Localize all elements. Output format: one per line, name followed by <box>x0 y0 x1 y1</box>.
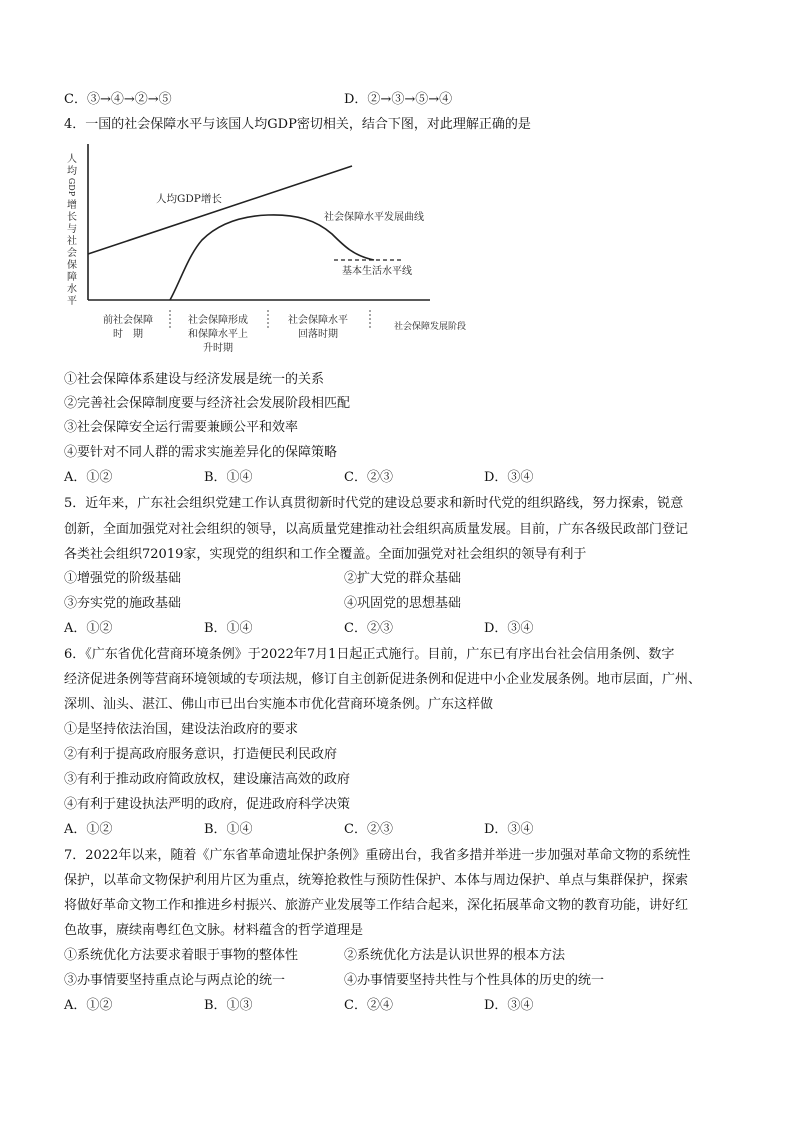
y-axis-label-char: 平 <box>67 296 77 307</box>
q4-option-d: D．③④ <box>484 470 534 485</box>
q6-item-2: ②有利于提高政府服务意识，打造便民利民政府 <box>64 747 338 762</box>
q4-option-c: C．②③ <box>344 470 393 485</box>
q3-option-d: D．②→③→⑤→④ <box>344 92 453 107</box>
q5-item-4: ④巩固党的思想基础 <box>344 596 462 611</box>
y-axis-label-char: 障 <box>67 272 77 283</box>
q5-item-3: ③夯实党的施政基础 <box>64 596 182 611</box>
baseline-label: 基本生活水平线 <box>342 266 412 277</box>
y-axis-label-char: 人 <box>67 154 77 165</box>
q7-item-1: ①系统优化方法要求着眼于事物的整体性 <box>64 948 299 963</box>
q6-item-4: ④有利于建设执法严明的政府，促进政府科学决策 <box>64 797 351 812</box>
q3-option-c: C．③→④→②→⑤ <box>64 92 172 107</box>
q7-option-b: B．①③ <box>204 998 253 1013</box>
stage-decline-label: 社会保障水平 <box>288 315 348 326</box>
q5-stem-line: 5．近年来，广东社会组织党建工作认真贯彻新时代党的建设总要求和新时代党的组织路线，努力探索，锐意 <box>64 496 684 511</box>
social-security-chart <box>62 140 482 362</box>
y-axis-label-char: 均 <box>67 166 77 177</box>
q5-item-1: ①增强党的阶级基础 <box>64 571 182 586</box>
stage-formation-label: 升时期 <box>203 343 233 354</box>
q5-option-c: C．②③ <box>344 621 393 636</box>
q4-option-a: A．①② <box>64 470 113 485</box>
y-axis-label-char: 保 <box>67 260 77 271</box>
q4-item-3: ③社会保障安全运行需要兼顾公平和效率 <box>64 420 299 435</box>
q7-stem-line: 色故事，赓续南粤红色文脉。材料蕴含的哲学道理是 <box>64 923 364 938</box>
q6-stem-line: 经济促进条例等营商环境领域的专项法规，修订自主创新促进条例和促进中小企业发展条例。地市层面，广州、 <box>64 672 702 687</box>
q5-item-2: ②扩大党的群众基础 <box>344 571 462 586</box>
y-axis-label-char: 与 <box>67 224 77 235</box>
q7-stem-line: 将做好革命文物工作和推进乡村振兴、旅游产业发展等工作结合起来，深化拓展革命文物的教育功能，讲好红 <box>64 898 689 913</box>
q6-stem-line: 深圳、汕头、湛江、佛山市已出台实施本市优化营商环境条例。广东这样做 <box>64 697 494 712</box>
y-axis-label-char: 水 <box>67 284 77 295</box>
q4-item-2: ②完善社会保障制度要与经济社会发展阶段相匹配 <box>64 396 351 411</box>
gdp-line-label: 人均GDP增长 <box>156 193 222 205</box>
y-axis-label-char: 社 <box>67 236 77 247</box>
q7-stem-line: 保护，以革命文物保护利用片区为重点，统筹抢救性与预防性保护、本体与周边保护、单点与集群保护，探索 <box>64 873 689 888</box>
stage-pre-label: 前社会保障 <box>103 315 153 326</box>
q6-option-b: B．①④ <box>204 822 253 837</box>
gdp-growth-line <box>88 166 352 254</box>
q5-option-a: A．①② <box>64 621 113 636</box>
q4-option-b: B．①④ <box>204 470 253 485</box>
social-security-curve <box>170 215 374 300</box>
q7-option-a: A．①② <box>64 998 113 1013</box>
q4-item-1: ①社会保障体系建设与经济发展是统一的关系 <box>64 372 325 387</box>
q4-figure <box>62 140 482 362</box>
q6-option-d: D．③④ <box>484 822 534 837</box>
q5-stem-line: 创新，全面加强党对社会组织的领导，以高质量党建推动社会组织高质量发展。目前，广东各级民政部门登记 <box>64 522 689 537</box>
y-axis-label-char: 增 <box>67 200 77 211</box>
q5-option-d: D．③④ <box>484 621 534 636</box>
q6-item-1: ①是坚持依法治国，建设法治政府的要求 <box>64 722 299 737</box>
q7-option-d: D．③④ <box>484 998 534 1013</box>
q6-option-c: C．②③ <box>344 822 393 837</box>
q5-stem-line: 各类社会组织72019家，实现党的组织和工作全覆盖。全面加强党对社会组织的领导有利于 <box>64 547 587 562</box>
q7-item-3: ③办事情要坚持重点论与两点论的统一 <box>64 973 286 988</box>
q7-stem-line: 7．2022年以来，随着《广东省革命遗址保护条例》重磅出台，我省多措并举进一步加强对革命文物的系统性 <box>64 848 691 863</box>
q7-option-c: C．②④ <box>344 998 393 1013</box>
stage-decline-label: 回落时期 <box>298 329 338 340</box>
y-axis-label-char: GDP <box>67 177 76 197</box>
y-axis-label-char: 会 <box>67 248 77 259</box>
q4-stem: 4．一国的社会保障水平与该国人均GDP密切相关，结合下图，对此理解正确的是 <box>64 117 531 132</box>
q6-option-a: A．①② <box>64 822 113 837</box>
stage-formation-label: 和保障水平上 <box>188 329 248 340</box>
y-axis-label <box>67 152 77 307</box>
stage-pre-label: 时 期 <box>113 329 143 340</box>
x-axis-label: 社会保障发展阶段 <box>394 322 467 332</box>
q6-item-3: ③有利于推动政府简政放权，建设廉洁高效的政府 <box>64 772 351 787</box>
q7-item-2: ②系统优化方法是认识世界的根本方法 <box>344 948 566 963</box>
y-axis-label-char: 长 <box>67 212 77 223</box>
q7-item-4: ④办事情要坚持共性与个性具体的历史的统一 <box>344 973 605 988</box>
q5-option-b: B．①④ <box>204 621 253 636</box>
q4-item-4: ④要针对不同人群的需求实施差异化的保障策略 <box>64 445 338 460</box>
stage-formation-label: 社会保障形成 <box>188 315 248 326</box>
q6-stem-line: 6．《广东省优化营商环境条例》于2022年7月1日起正式施行。目前，广东已有序出台社会信用条例、数字 <box>64 647 675 662</box>
curve-label: 社会保障水平发展曲线 <box>324 212 424 223</box>
